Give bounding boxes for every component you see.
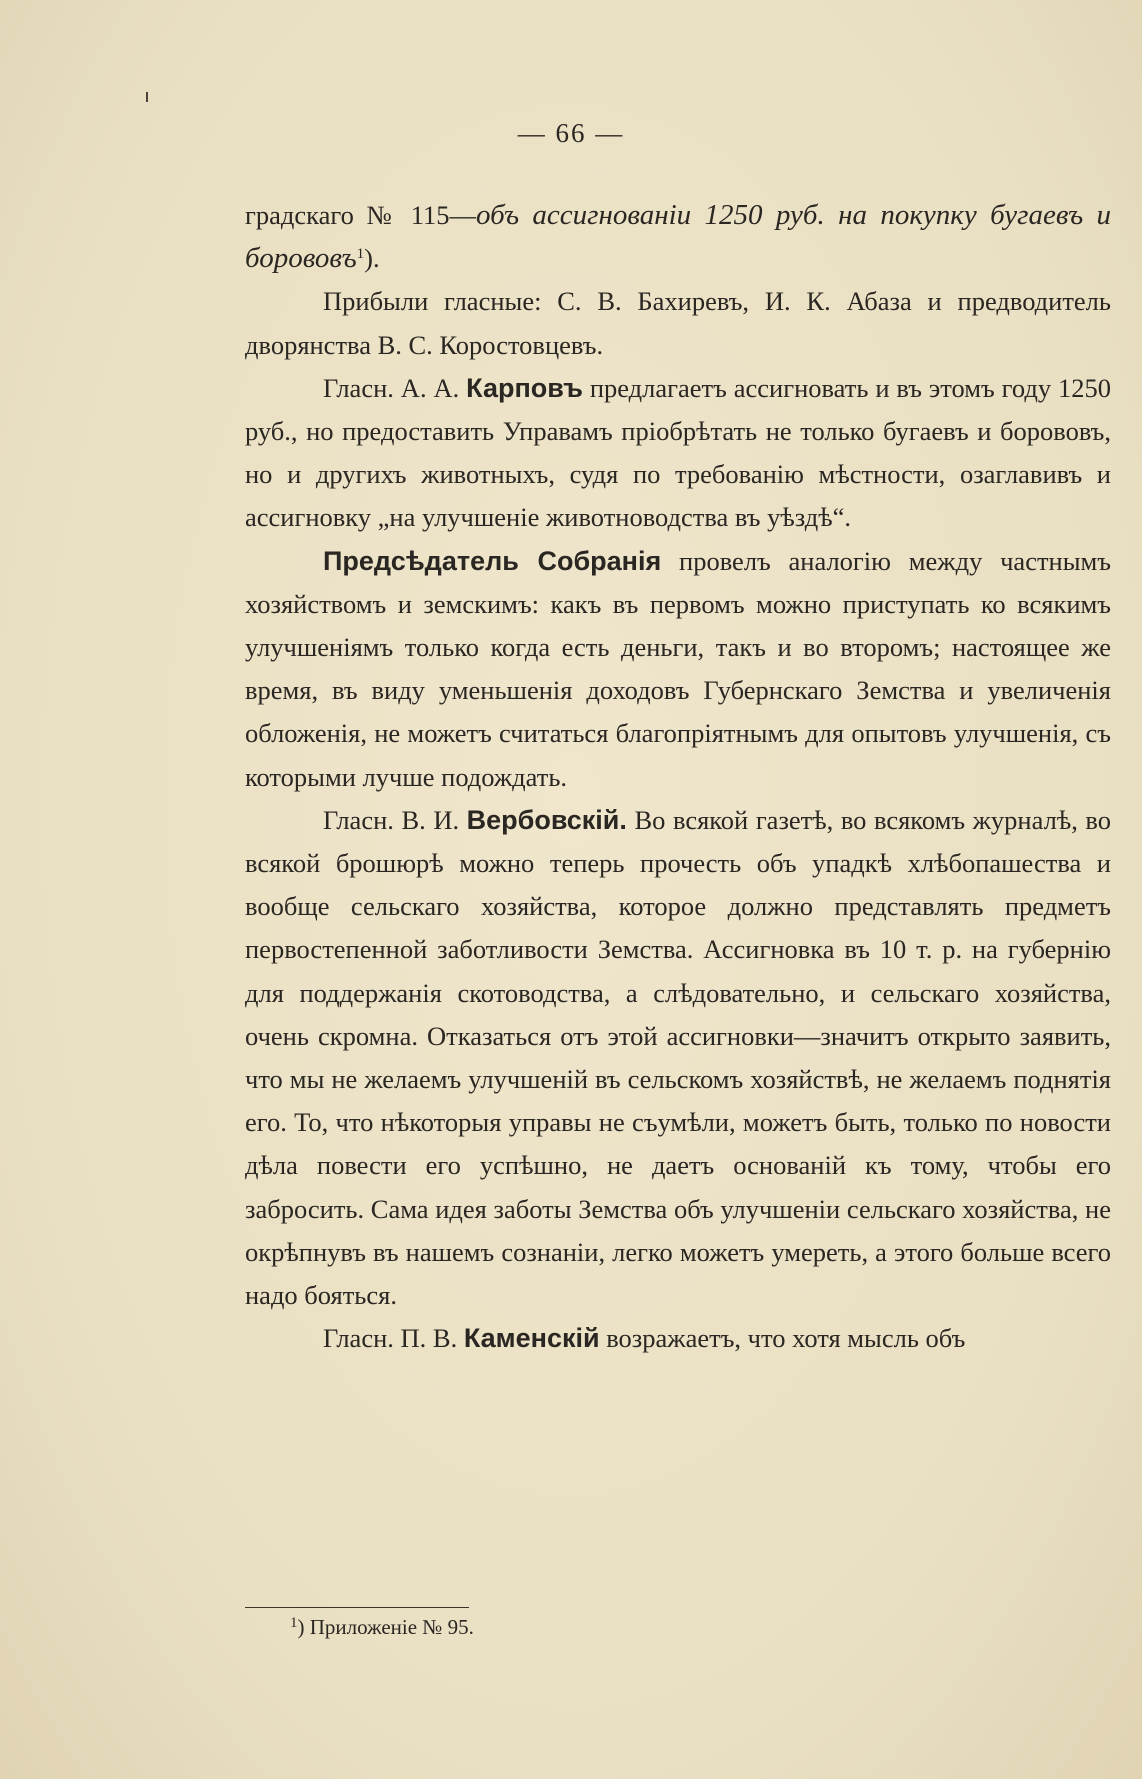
paragraph-3-pre: Гласн. А. А. [323,372,467,403]
paragraph-4-text: провелъ аналогію между частнымъ хозяйствомъ и земскимъ: какъ въ первомъ можно приступать ко всякимъ улучшеніямъ только когда есть деньги, такъ и во второмъ; настоящее же время, въ виду уменьшенія доходовъ Губернскаго Земства и увеличенія обложенія, не можетъ считаться благопріятнымъ для опытовъ улучшенія, съ которыми лучше подождать. [245,545,1111,792]
paragraph-6-text: возражаетъ, что хотя мысль объ [599,1323,966,1354]
paragraph-6-pre: Гласн. П. В. [323,1323,464,1354]
body-text [245,194,1111,1360]
speaker-name: Вербовскій. [466,804,627,835]
footnote-divider [245,1607,469,1608]
speaker-name: Каменскій [463,1323,600,1354]
margin-mark [146,92,148,102]
paragraph-3-text: предлагаетъ ассигновать и въ этомъ году 1250 руб., но предоставить Управамъ пріобрѣтать не только бугаевъ и борововъ, но и другихъ животныхъ, судя по требованію мѣстности, озаглавивъ и ассигновку „на улучшеніе животноводства въ уѣздѣ“. [245,372,1111,533]
footnote-text: ) Приложеніе № 95. [297,1615,474,1639]
paragraph-1 [245,194,1111,280]
paragraph-1-italic: объ ассигнованіи 1250 руб. на покупку бугаевъ и борововъ [245,199,1111,275]
speaker-name: Карповъ [466,372,583,403]
paragraph-1-tail: ). [364,243,380,274]
paragraph-1-plain: градскаго № 115— [245,200,476,230]
paragraph-2: Прибыли гласные: С. В. Бахиревъ, И. К. Абаза и предводитель дворянства В. С. Коростовцевъ. [245,286,1111,360]
paragraph-5 [245,799,1111,1317]
footnote-ref: 1 [356,246,365,263]
speaker-name: Предсѣдатель Собранія [323,545,662,576]
paragraph-5-text: Во всякой газетѣ, во всякомъ журналѣ, во всякой брошюрѣ можно теперь прочесть объ упадкѣ хлѣбопашества и вообще сельскаго хозяйства, которое должно представлять предметъ первостепенной заботливости Земства. Ассигновка въ 10 т. р. на губернію для поддержанія скотоводства, а слѣдовательно, и сельскаго хозяйства, очень скромна. Отказаться отъ этой ассигновки—значитъ открыто заявить, что мы не желаемъ улучшеній въ сельскомъ хозяйствѣ, не желаемъ поднятія его. То, что нѣкоторыя управы не съумѣли, можетъ быть, только по новости дѣла повести его успѣшно, не даетъ основаній къ тому, чтобы его забросить. Сама идея заботы Земства объ улучшеніи сельскаго хозяйства, не окрѣпнувъ въ нашемъ сознаніи, легко можетъ умереть, а этого больше всего надо бояться. [245,804,1112,1311]
page-number: — 66 — [517,118,625,148]
paragraph-5-pre: Гласн. В. И. [323,804,467,835]
paragraph-4 [245,540,1111,799]
footnote-marker: 1 [290,1615,298,1631]
footnote [290,1612,474,1642]
paragraph-6 [245,1317,1111,1360]
paragraph-3 [245,367,1111,540]
